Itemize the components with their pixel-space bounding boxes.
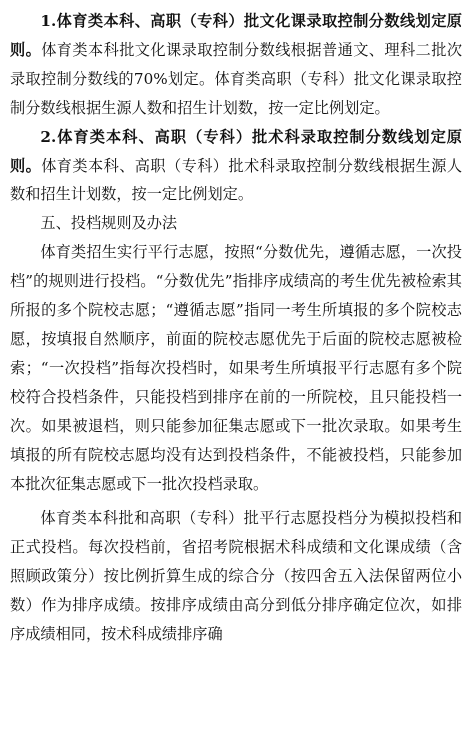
rule-body-1: 体育类本科批文化课录取控制分数线根据普通文、理科二批次录取控制分数线的70%划定。体育类高职（专科）批文化课录取控制分数线根据生源人数和招生计划数，按一定比例划定。	[10, 40, 463, 117]
section-paragraph-2: 体育类本科批和高职（专科）批平行志愿投档分为模拟投档和正式投档。每次投档前，省招考院根据术科成绩和文化课成绩（含照顾政策分）按比例折算生成的综合分（按四舍五入法保留两位小数）作为排序成绩。按排序成绩由高分到低分排序确定位次，如排序成绩相同，按术科成绩排序确	[10, 509, 462, 644]
rule-body-2: 体育类本科、高职（专科）批术科录取控制分数线根据生源人数和招生计划数，按一定比例划定。	[10, 156, 463, 204]
section-title: 五、投档规则及办法	[40, 214, 178, 233]
rule-heading-2: 2.体育类本科、高职（专科）批术科录取控制分数线划定原则。	[10, 127, 462, 175]
rule-paragraph-1	[10, 7, 462, 123]
rule-heading-1: 1.体育类本科、高职（专科）批文化课录取控制分数线划定原则。	[10, 12, 462, 59]
rule-paragraph-2	[10, 123, 462, 210]
section-paragraph-1: 体育类招生实行平行志愿，按照“分数优先，遵循志愿，一次投档”的规则进行投档。“分数优先”指排序成绩高的考生优先被检索其所报的多个院校志愿；“遵循志愿”指同一考生所填报的多个院校志愿，按填报自然顺序，前面的院校志愿优先于后面的院校志愿被检索；“一次投档”指每次投档时，如果考生所填报平行志愿有多个院校符合投档条件，只能投档到排序在前的一所院校，且只能投档一次。如果被退档，则只能参加征集志愿或下一批次录取。如果考生填报的所有院校志愿均没有达到投档条件，不能被投档，只能参加本批次征集志愿或下一批次投档录取。	[10, 243, 462, 493]
